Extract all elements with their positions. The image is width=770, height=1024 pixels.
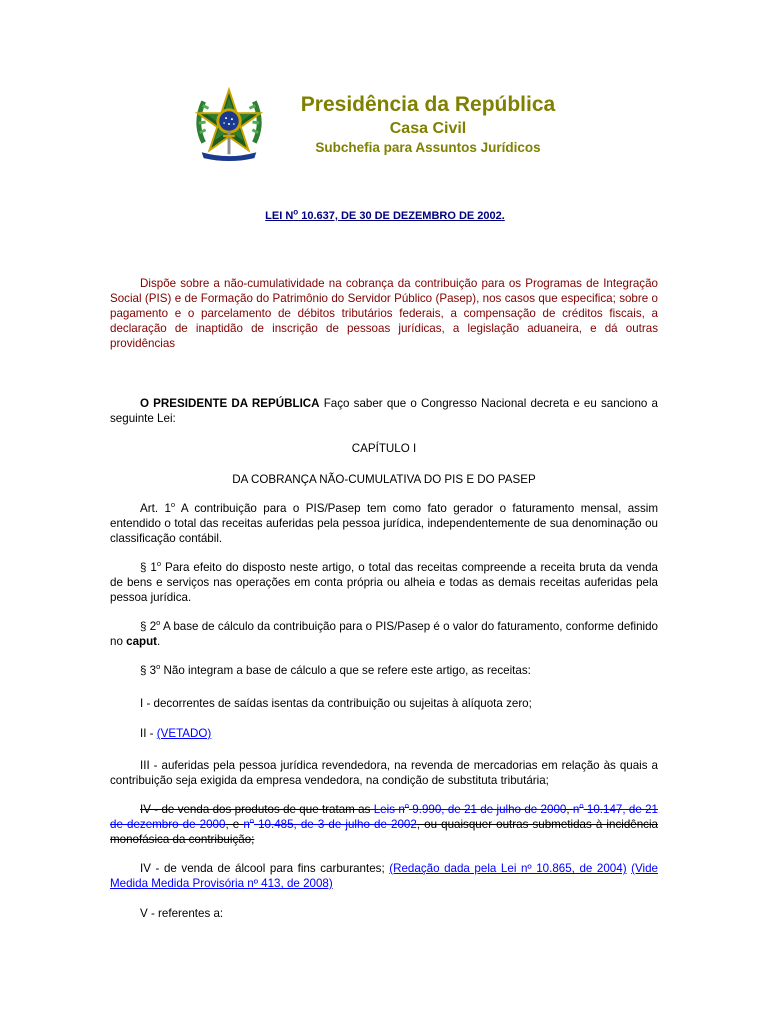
lei-10865-link[interactable]: (Redação dada pela Lei nº 10.865, de 2004) xyxy=(389,862,627,875)
article-1-number: Art. 1 xyxy=(140,502,171,515)
lei-10147-link-b: 10.147, de 21 de dezembro de 2000 xyxy=(110,803,659,831)
paragraph-1-text: Para efeito do disposto neste artigo, o total das receitas compreende a receita bruta da venda de bens e serviços nas operações em conta própria ou alheia e todas as demais receitas auferidas pela pessoa jurídica. xyxy=(110,561,659,604)
article-1 xyxy=(110,501,658,546)
inciso-4-comma: , xyxy=(566,803,573,816)
paragraph-2-bold: caput xyxy=(126,635,158,648)
vetado-link[interactable]: (VETADO) xyxy=(156,727,212,740)
paragraph-2-end: . xyxy=(157,635,161,648)
inciso-3: III - auferidas pela pessoa jurídica revendedora, na revenda de mercadorias em relação às quais a contribuição seja exigida da empresa vendedora, na condição de substituta tributária; xyxy=(110,759,658,787)
lei-10485-link[interactable] xyxy=(243,818,416,831)
mp-413-link[interactable]: (Vide Medida Medida Provisória nº 413, de 2008) xyxy=(110,862,658,890)
inciso-4-revoked xyxy=(110,802,658,847)
ementa: Dispõe sobre a não-cumulatividade na cobrança da contribuição para os Programas de Integração Social (PIS) e de Formação do Patrimônio do Servidor Público (Pasep), nos casos que especifica; sobre o pagamento e o parcelamento de débitos tributários federais, a compensação de créditos fiscais, a declaração de inaptidão de inscrição de pessoas jurídicas, a legislação aduaneira, e dá outras providências xyxy=(110,277,658,350)
inciso-4 xyxy=(110,861,658,891)
article-1-sup: o xyxy=(170,500,176,510)
lei-9990-link-a: Leis n xyxy=(370,803,405,816)
preamble-rest: Faço saber que o Congresso Nacional decreta e eu sanciono a seguinte Lei: xyxy=(110,397,658,425)
inciso-5: V - referentes a: xyxy=(140,907,224,920)
inciso-4-text: IV - de venda de álcool para fins carburantes; xyxy=(140,862,390,875)
paragraph-1-sup: o xyxy=(156,559,162,569)
lei-10485-link-sup: o xyxy=(249,816,254,826)
paragraph-2-sup: o xyxy=(156,618,161,628)
lei-10485-link-a: n xyxy=(243,818,250,831)
paragraph-3-text: Não integram a base de cálculo a que se refere este artigo, as receitas: xyxy=(160,664,531,677)
paragraph-3-number: § 3 xyxy=(140,664,157,677)
lei-10485-link-b: 10.485, de 3 de julho de 2002 xyxy=(253,818,417,831)
header xyxy=(190,84,590,164)
inciso-2 xyxy=(110,726,658,741)
inciso-4-revoked-end: , ou quaisquer outras submetidas à incidência monofásica da contribuição; xyxy=(110,818,658,846)
law-title[interactable] xyxy=(110,207,660,222)
paragraph-2 xyxy=(110,619,658,649)
chapter-title: DA COBRANÇA NÃO-CUMULATIVA DO PIS E DO PASEP xyxy=(232,473,536,486)
chapter-heading: CAPÍTULO I xyxy=(351,442,417,455)
paragraph-2-number: § 2 xyxy=(140,620,157,633)
lei-10147-link-a: n xyxy=(572,803,580,816)
preamble xyxy=(110,396,658,426)
preamble-bold: O PRESIDENTE DA REPÚBLICA xyxy=(140,397,320,410)
header-department: Subchefia para Assuntos Jurídicos xyxy=(315,140,541,155)
inciso-1: I - decorrentes de saídas isentas da contribuição ou sujeitas à alíquota zero; xyxy=(140,697,532,710)
inciso-4-revoked-text: IV - de venda dos produtos de que tratam as xyxy=(140,803,371,816)
inciso-2-label: II - xyxy=(140,727,157,740)
law-title-sup: o xyxy=(293,207,299,217)
brazil-coat-of-arms-icon xyxy=(190,84,268,162)
paragraph-2-text: A base de cálculo da contribuição para o PIS/Pasep é o valor do faturamento, conforme definido no xyxy=(110,620,658,648)
law-title-pre: LEI N xyxy=(265,210,294,222)
paragraph-1 xyxy=(110,560,658,605)
paragraph-1-number: § 1 xyxy=(140,561,157,574)
paragraph-3 xyxy=(110,663,658,678)
header-title: Presidência da República xyxy=(300,93,556,116)
header-subtitle: Casa Civil xyxy=(389,120,467,137)
inciso-4-e: , e xyxy=(225,818,244,831)
lei-10147-link-sup: o xyxy=(579,801,584,811)
paragraph-3-sup: o xyxy=(156,662,161,672)
lei-9990-link-sup: o xyxy=(404,801,409,811)
law-title-post: 10.637, DE 30 DE DEZEMBRO DE 2002. xyxy=(298,210,505,222)
article-1-text: A contribuição para o PIS/Pasep tem como fato gerador o faturamento mensal, assim entendido o total das receitas auferidas pela pessoa jurídica, independentemente de sua denominação ou classificação contábil. xyxy=(110,502,658,545)
lei-9990-link-b: 9.990, de 21 de julho de 2000 xyxy=(408,803,567,816)
lei-9990-link[interactable] xyxy=(370,803,566,816)
